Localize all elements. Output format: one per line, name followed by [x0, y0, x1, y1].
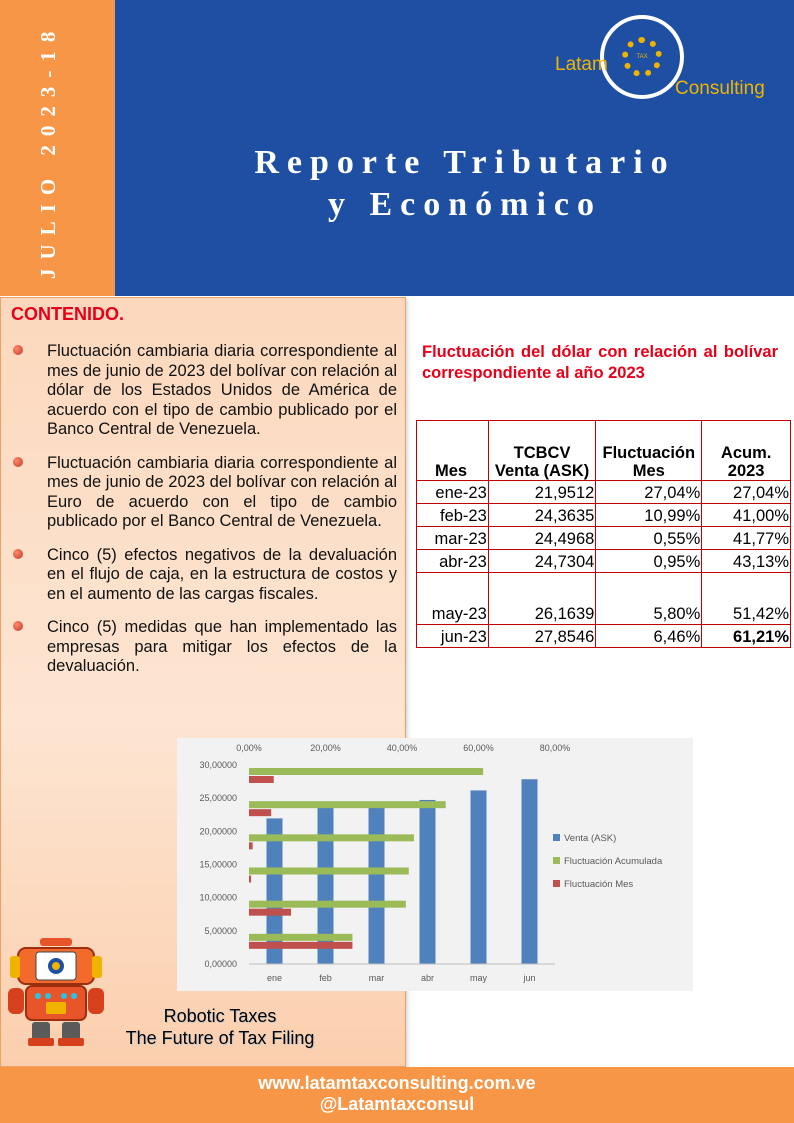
issue-date: JULIO 2023-18: [36, 22, 60, 280]
footer-website[interactable]: www.latamtaxconsulting.com.ve: [258, 1073, 536, 1093]
column-header-acumulado: Acum. 2023: [702, 421, 791, 481]
table-cell: 0,55%: [596, 527, 702, 550]
contents-list: [11, 342, 397, 691]
x2-tick-label: 20,00%: [310, 743, 341, 753]
table-cell: 41,77%: [702, 527, 791, 550]
table-cell: 27,04%: [702, 481, 791, 504]
contents-heading: CONTENIDO.: [11, 304, 125, 324]
footer-bar: [0, 1067, 794, 1123]
table-row: [417, 504, 791, 527]
y-tick-label: 0,00000: [204, 959, 237, 969]
table-title: Fluctuación del dólar con relación al bolívar correspondiente al año 2023: [422, 343, 778, 382]
x2-tick-label: 0,00%: [236, 743, 262, 753]
bar-fluctuacion-mes: [249, 809, 271, 816]
x2-tick-label: 40,00%: [386, 743, 418, 753]
table-row: [417, 573, 791, 625]
bar-venta: [522, 779, 538, 964]
bar-fluctuacion-acumulada: [249, 801, 446, 808]
table-cell: 24,4968: [488, 527, 596, 550]
footer-handle[interactable]: @Latamtaxconsul: [319, 1094, 475, 1114]
legend-swatch: [553, 880, 560, 887]
date-strip: [0, 0, 115, 296]
robot-tagline-line2: The Future of Tax Filing: [125, 1028, 315, 1048]
bar-fluctuacion-mes: [249, 842, 253, 849]
list-item: [11, 546, 397, 605]
table-cell: feb-23: [417, 504, 489, 527]
table-cell: 6,46%: [596, 625, 702, 648]
table-cell: mar-23: [417, 527, 489, 550]
table-cell: jun-23: [417, 625, 489, 648]
table-cell: 27,8546: [488, 625, 596, 648]
table-cell: 41,00%: [702, 504, 791, 527]
column-header-fluctuacion: Fluctuación Mes: [596, 421, 702, 481]
column-header-mes: Mes: [417, 421, 489, 481]
bar-fluctuacion-mes: [249, 876, 251, 883]
table-cell: ene-23: [417, 481, 489, 504]
bar-fluctuacion-acumulada: [249, 934, 352, 941]
legend-entry: Fluctuación Mes: [564, 879, 634, 890]
chart-canvas: [177, 738, 693, 991]
legend-swatch: [553, 857, 560, 864]
bar-fluctuacion-acumulada: [249, 901, 406, 908]
table-row: [417, 527, 791, 550]
bullet-icon: [13, 345, 23, 355]
exchange-rate-table: [416, 420, 791, 648]
table-cell: 43,13%: [702, 550, 791, 573]
table-header-row: [417, 421, 791, 481]
report-title-line1: Reporte Tributario: [254, 144, 676, 181]
y-tick-label: 20,00000: [199, 826, 237, 837]
x-tick-label: ene: [266, 973, 283, 983]
bar-fluctuacion-mes: [249, 942, 352, 949]
report-title-line2: y Económico: [327, 186, 603, 223]
table-cell: 61,21%: [702, 625, 791, 648]
legend-swatch: [553, 834, 560, 841]
bullet-icon: [13, 621, 23, 631]
y-tick-label: 15,00000: [199, 859, 237, 870]
logo-word-latam: Latam: [555, 54, 608, 75]
table-row: [417, 625, 791, 648]
table-cell: 27,04%: [596, 481, 702, 504]
list-item-text: Fluctuación cambiaria diaria correspondiente al mes de junio de 2023 del bolívar con relación al dólar de los Estados Unidos de América de acuerdo con el tipo de cambio publicado por el Banco Central de Venezuela.: [47, 342, 397, 438]
table-cell: 26,1639: [488, 573, 596, 625]
x-tick-label: may: [469, 973, 488, 983]
table-cell: 24,3635: [488, 504, 596, 527]
exchange-rate-chart: [177, 738, 693, 991]
list-item-text: Fluctuación cambiaria diaria correspondiente al mes de junio de 2023 del bolívar con relación al Euro de acuerdo con el tipo de cambio publicado por el Banco Central de Venezuela.: [47, 453, 397, 530]
bullet-icon: [13, 457, 23, 467]
table-cell: abr-23: [417, 550, 489, 573]
list-item-text: Cinco (5) efectos negativos de la devaluación en el flujo de caja, en la estructura de costos y en el aumento de las cargas fiscales.: [47, 545, 397, 603]
y-tick-label: 5,00000: [204, 925, 237, 936]
x-tick-label: jun: [523, 973, 536, 983]
bar-fluctuacion-acumulada: [249, 834, 414, 841]
bar-fluctuacion-acumulada: [249, 868, 409, 875]
company-logo: [555, 12, 785, 112]
x2-tick-label: 80,00%: [539, 743, 571, 753]
legend-entry: Venta (ASK): [564, 833, 617, 844]
y-tick-label: 25,00000: [199, 793, 237, 804]
table-cell: 0,95%: [596, 550, 702, 573]
report-title: [175, 142, 755, 226]
x2-tick-label: 60,00%: [463, 743, 494, 753]
bar-venta: [369, 802, 385, 964]
column-header-tcbcv: TCBCV Venta (ASK): [488, 421, 596, 481]
bar-venta: [420, 800, 436, 964]
header-banner: [115, 0, 794, 296]
logo-center-label: TAX: [634, 49, 650, 65]
table-cell: may-23: [417, 573, 489, 625]
table-cell: 24,7304: [488, 550, 596, 573]
bar-fluctuacion-mes: [249, 909, 291, 916]
table-row: [417, 550, 791, 573]
bar-fluctuacion-mes: [249, 776, 274, 783]
x-tick-label: mar: [368, 973, 385, 983]
table-cell: 5,80%: [596, 573, 702, 625]
table-cell: 51,42%: [702, 573, 791, 625]
robot-tagline-line1: Robotic Taxes: [163, 1006, 277, 1026]
x-tick-label: feb: [319, 973, 332, 983]
bar-fluctuacion-acumulada: [249, 768, 483, 775]
legend-entry: Fluctuación Acumulada: [564, 856, 663, 867]
bullet-icon: [13, 549, 23, 559]
table-cell: 21,9512: [488, 481, 596, 504]
y-tick-label: 10,00000: [199, 892, 237, 903]
list-item-text: Cinco (5) medidas que han implementado las empresas para mitigar los efectos de la devaluación.: [47, 618, 397, 675]
table-row: [417, 481, 791, 504]
x-tick-label: abr: [420, 973, 435, 983]
bar-venta: [471, 790, 487, 964]
table-cell: 10,99%: [596, 504, 702, 527]
list-item: [11, 454, 397, 532]
list-item: [11, 618, 397, 677]
logo-word-consulting: Consulting: [675, 78, 765, 99]
robot-tagline: [90, 1005, 350, 1049]
y-tick-label: 30,00000: [199, 760, 237, 770]
list-item: [11, 342, 397, 440]
